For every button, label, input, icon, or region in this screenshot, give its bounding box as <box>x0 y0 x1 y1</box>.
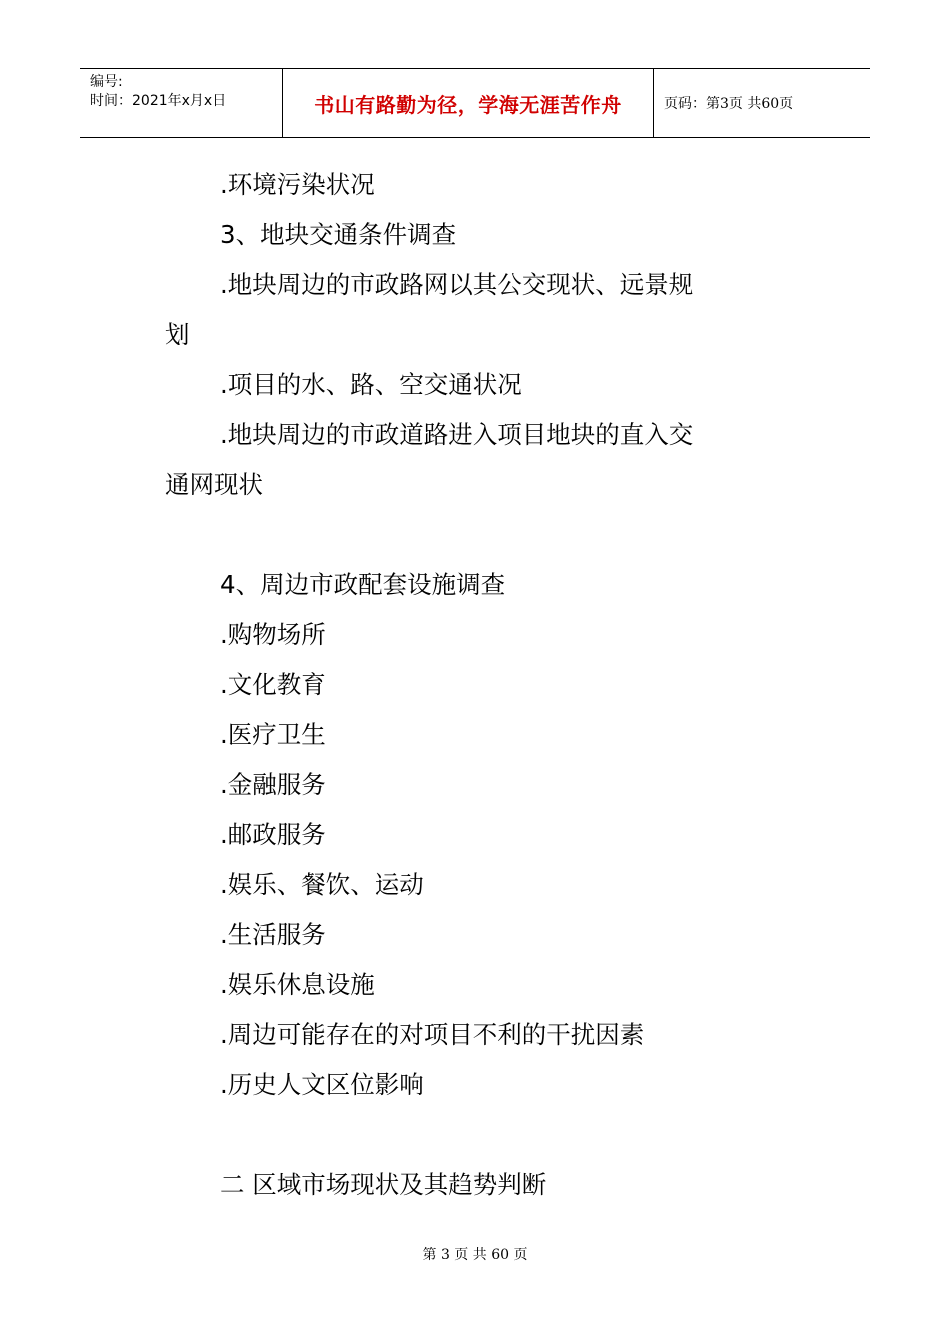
list-item: .周边可能存在的对项目不利的干扰因素 <box>220 1020 645 1049</box>
list-item: .历史人文区位影响 <box>220 1070 424 1099</box>
document-date: 时间：2021年x月x日 <box>90 93 227 109</box>
header-meta <box>80 69 282 137</box>
body-line: .环境污染状况 <box>220 170 375 199</box>
list-item: .购物场所 <box>220 620 326 649</box>
page-info-text: 页码：第3页 共60页 <box>664 96 794 112</box>
blank-line <box>165 510 765 560</box>
page-footer <box>0 1244 950 1264</box>
document-number-label: 编号: <box>90 74 123 90</box>
document-body <box>165 160 765 1210</box>
body-line: .地块周边的市政道路进入项目地块的直入交 <box>220 420 694 449</box>
body-line-continuation: 通网现状 <box>165 470 263 499</box>
list-item: .娱乐、餐饮、运动 <box>220 870 424 899</box>
page-header <box>80 68 870 138</box>
list-item: .娱乐休息设施 <box>220 970 375 999</box>
chapter-heading: 二 区域市场现状及其趋势判断 <box>220 1170 547 1199</box>
footer-page-number: 第 3 页 共 60 页 <box>422 1247 528 1263</box>
blank-line <box>165 1110 765 1160</box>
body-line: .项目的水、路、空交通状况 <box>220 370 522 399</box>
list-item: .文化教育 <box>220 670 326 699</box>
list-item: .生活服务 <box>220 920 326 949</box>
body-line-continuation: 划 <box>165 320 190 349</box>
header-page-info <box>654 69 870 137</box>
list-item: .金融服务 <box>220 770 326 799</box>
section-heading: 4、周边市政配套设施调查 <box>220 570 506 599</box>
section-heading: 3、地块交通条件调查 <box>220 220 457 249</box>
motto-text: 书山有路勤为径，学海无涯苦作舟 <box>314 92 622 117</box>
list-item: .医疗卫生 <box>220 720 326 749</box>
header-motto-cell <box>282 69 654 137</box>
list-item: .邮政服务 <box>220 820 326 849</box>
body-line: .地块周边的市政路网以其公交现状、远景规 <box>220 270 694 299</box>
